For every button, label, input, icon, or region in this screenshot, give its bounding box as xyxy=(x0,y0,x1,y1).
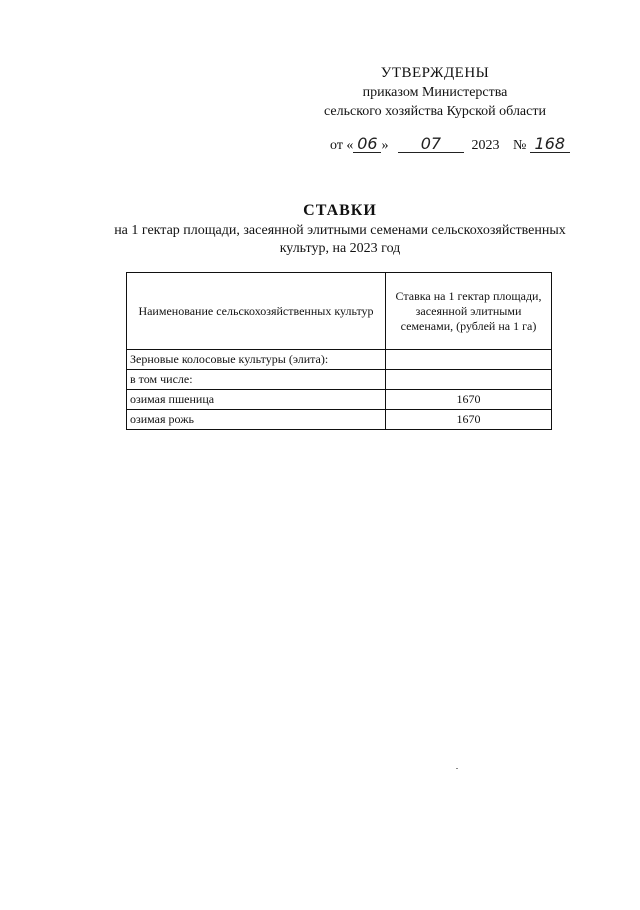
column-header-rate: Ставка на 1 гектар площади, засеянной элитными семенами, (рублей на 1 га) xyxy=(386,273,552,350)
scan-speck xyxy=(456,768,458,769)
order-month: 07 xyxy=(398,136,464,153)
table-header-row xyxy=(127,273,552,350)
approval-line-2: сельского хозяйства Курской области xyxy=(324,104,546,119)
rate-cell xyxy=(386,370,552,390)
crop-name-cell: в том числе: xyxy=(127,370,386,390)
rate-cell: 1670 xyxy=(386,410,552,430)
table-row xyxy=(127,350,552,370)
order-prefix: от « xyxy=(330,138,354,153)
order-line xyxy=(330,136,570,154)
table-row xyxy=(127,410,552,430)
rate-cell xyxy=(386,350,552,370)
order-number: 168 xyxy=(530,136,570,153)
table-row xyxy=(127,390,552,410)
order-day: 06 xyxy=(353,136,381,153)
approval-block xyxy=(300,64,570,121)
order-quote-close: » xyxy=(381,138,389,153)
column-header-crop: Наименование сельскохозяйственных культур xyxy=(127,273,386,350)
crop-name-cell: Зерновые колосовые культуры (элита): xyxy=(127,350,386,370)
rates-table xyxy=(126,272,552,430)
approval-title: УТВЕРЖДЕНЫ xyxy=(380,65,490,81)
approval-line-1: приказом Министерства xyxy=(362,85,508,100)
crop-name-cell: озимая пшеница xyxy=(127,390,386,410)
order-year: 2023 xyxy=(471,138,500,153)
document-subtitle: на 1 гектар площади, засеянной элитными семенами сельскохозяйственных культур, на 2023 год xyxy=(114,223,566,256)
order-number-label: № xyxy=(512,138,527,153)
table-row xyxy=(127,370,552,390)
rate-cell: 1670 xyxy=(386,390,552,410)
document-title: СТАВКИ xyxy=(303,202,377,219)
crop-name-cell: озимая рожь xyxy=(127,410,386,430)
